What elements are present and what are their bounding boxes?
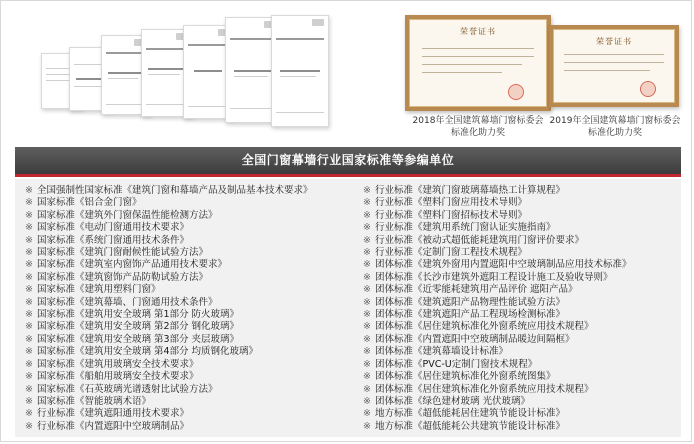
bullet-mark-icon: ※ bbox=[25, 358, 33, 370]
standard-title: 行业标准《建筑门窗玻璃幕墙热工计算规程》 bbox=[374, 185, 565, 196]
standard-title: 团体标准《建筑幕墙设计标准》 bbox=[374, 346, 508, 358]
standard-list-item bbox=[25, 297, 312, 309]
standard-list-item bbox=[25, 421, 312, 433]
standard-list-item bbox=[363, 297, 631, 309]
standard-title: 国家标准《建筑外门窗保温性能检测方法》 bbox=[36, 209, 218, 221]
standard-list-item bbox=[363, 235, 631, 247]
bullet-mark-icon: ※ bbox=[363, 408, 371, 420]
bullet-mark-icon: ※ bbox=[25, 247, 33, 259]
standard-list-item bbox=[25, 235, 312, 247]
bullet-mark-icon: ※ bbox=[363, 309, 371, 321]
bullet-mark-icon: ※ bbox=[25, 309, 33, 321]
standard-list-item bbox=[25, 346, 312, 358]
bullet-mark-icon: ※ bbox=[25, 209, 33, 221]
standard-title: 团体标准《居住建筑标准化外窗系统应用技术规程》 bbox=[374, 321, 594, 333]
bullet-mark-icon: ※ bbox=[363, 395, 371, 407]
standard-title: 团体标准《近零能耗建筑用产品评价 遮阳产品》 bbox=[374, 284, 578, 296]
bullet-mark-icon: ※ bbox=[25, 296, 33, 308]
standard-title: 团体标准《PVC-U定制门窗技术规程》 bbox=[374, 358, 538, 370]
standard-title: 行业标准《塑料门窗应用技术导则》 bbox=[374, 197, 527, 209]
standard-list-item bbox=[25, 309, 312, 321]
standard-title: 团体标准《建筑遮阳产品物理性能试验方法》 bbox=[374, 296, 565, 308]
standard-title: 行业标准《被动式超低能耗建筑用门窗评价要求》 bbox=[374, 234, 584, 246]
bullet-mark-icon: ※ bbox=[25, 333, 33, 345]
standard-title: 团体标准《居住建筑标准化外窗系统应用技术规程》 bbox=[374, 383, 594, 395]
standard-title: 行业标准《定制门窗工程技术规程》 bbox=[374, 247, 527, 259]
standard-list-item bbox=[363, 247, 631, 259]
standard-title: 地方标准《超低能耗居住建筑节能设计标准》 bbox=[374, 408, 565, 420]
standard-title: 国家标准《建筑用安全玻璃 第1部分 防火玻璃》 bbox=[36, 309, 240, 321]
standard-list-item bbox=[363, 210, 631, 222]
bullet-mark-icon: ※ bbox=[363, 209, 371, 221]
standard-list-item bbox=[363, 272, 631, 284]
standard-title: 行业标准《塑料门窗招标技术导则》 bbox=[374, 209, 527, 221]
standard-title: 全国强制性国家标准《建筑门窗和幕墙产品及制品基本技术要求》 bbox=[36, 185, 313, 196]
standard-list-item bbox=[363, 359, 631, 371]
standard-title: 国家标准《建筑用安全玻璃 第2部分 钢化玻璃》 bbox=[36, 321, 240, 333]
standard-list-item bbox=[363, 334, 631, 346]
bullet-mark-icon: ※ bbox=[363, 333, 371, 345]
standard-list-item bbox=[25, 222, 312, 234]
standard-list-item bbox=[363, 408, 631, 420]
bullet-mark-icon: ※ bbox=[25, 284, 33, 296]
standard-title: 国家标准《石英玻璃光谱透射比试验方法》 bbox=[36, 383, 218, 395]
bullet-mark-icon: ※ bbox=[363, 271, 371, 283]
bullet-mark-icon: ※ bbox=[363, 197, 371, 209]
banner-accent-line bbox=[15, 174, 681, 177]
bullet-mark-icon: ※ bbox=[25, 371, 33, 383]
standard-title: 团体标准《建筑外窗用内置遮阳中空玻璃制品应用技术标准》 bbox=[374, 259, 632, 271]
standard-list-item bbox=[25, 334, 312, 346]
standard-list-item bbox=[25, 259, 312, 271]
standard-list-item bbox=[363, 185, 631, 197]
standards-list-panel bbox=[15, 179, 681, 437]
standard-title: 行业标准《建筑用系统门窗认证实施指南》 bbox=[374, 222, 556, 234]
standard-title: 国家标准《建筑室内窗饰产品通用技术要求》 bbox=[36, 259, 227, 271]
bullet-mark-icon: ※ bbox=[25, 271, 33, 283]
bullet-mark-icon: ※ bbox=[363, 383, 371, 395]
standard-title: 国家标准《电动门窗通用技术要求》 bbox=[36, 222, 189, 234]
bullet-mark-icon: ※ bbox=[25, 346, 33, 358]
standard-title: 行业标准《建筑遮阳通用技术要求》 bbox=[36, 408, 189, 420]
standard-list-item bbox=[25, 384, 312, 396]
seal-icon bbox=[640, 81, 656, 97]
bullet-mark-icon: ※ bbox=[363, 420, 371, 432]
standard-title: 国家标准《船舶用玻璃安全技术要求》 bbox=[36, 371, 199, 383]
standard-title: 地方标准《超低能耗公共建筑节能设计标准》 bbox=[374, 420, 565, 432]
standard-list-item bbox=[25, 210, 312, 222]
standard-title: 国家标准《建筑幕墙、门窗通用技术条件》 bbox=[36, 296, 218, 308]
bullet-mark-icon: ※ bbox=[363, 222, 371, 234]
standards-list-left bbox=[25, 185, 312, 433]
bullet-mark-icon: ※ bbox=[363, 296, 371, 308]
standard-list-item bbox=[25, 371, 312, 383]
certificate-paper bbox=[409, 19, 547, 107]
bullet-mark-icon: ※ bbox=[363, 371, 371, 383]
standard-title: 国家标准《建筑用安全玻璃 第3部分 夹层玻璃》 bbox=[36, 333, 240, 345]
standard-title: 团体标准《居住建筑标准化外窗系统图集》 bbox=[374, 371, 556, 383]
bullet-mark-icon: ※ bbox=[363, 234, 371, 246]
document-thumbnail bbox=[271, 15, 329, 127]
standard-title: 国家标准《建筑用塑料门窗》 bbox=[36, 284, 161, 296]
bullet-mark-icon: ※ bbox=[363, 259, 371, 271]
certificate-2018 bbox=[405, 15, 551, 111]
standard-title: 国家标准《智能玻璃术语》 bbox=[36, 395, 151, 407]
certificate-heading: 荣誉证书 bbox=[596, 37, 632, 46]
standard-list-item bbox=[25, 408, 312, 420]
bullet-mark-icon: ※ bbox=[363, 247, 371, 259]
standards-documents-image bbox=[41, 15, 371, 135]
standard-list-item bbox=[25, 321, 312, 333]
bullet-mark-icon: ※ bbox=[25, 395, 33, 407]
certificate-2019-caption: 2019年全国建筑幕墙门窗标委会 标准化助力奖 bbox=[549, 116, 681, 138]
standard-list-item bbox=[25, 197, 312, 209]
certificate-paper bbox=[553, 29, 675, 103]
bullet-mark-icon: ※ bbox=[363, 346, 371, 358]
standard-title: 国家标准《系统门窗通用技术条件》 bbox=[36, 234, 189, 246]
standard-title: 国家标准《建筑用安全玻璃 第4部分 均质钢化玻璃》 bbox=[36, 346, 259, 358]
bullet-mark-icon: ※ bbox=[25, 197, 33, 209]
standard-title: 行业标准《内置遮阳中空玻璃制品》 bbox=[36, 420, 189, 432]
bullet-mark-icon: ※ bbox=[25, 222, 33, 234]
standard-title: 团体标准《绿色建材玻璃 光伏玻璃》 bbox=[374, 395, 530, 407]
bullet-mark-icon: ※ bbox=[363, 185, 371, 196]
standard-list-item bbox=[25, 185, 312, 197]
standard-list-item bbox=[363, 284, 631, 296]
standard-list-item bbox=[25, 396, 312, 408]
standard-list-item bbox=[363, 421, 631, 433]
bullet-mark-icon: ※ bbox=[25, 408, 33, 420]
bullet-mark-icon: ※ bbox=[25, 234, 33, 246]
bullet-mark-icon: ※ bbox=[363, 358, 371, 370]
certificate-2019 bbox=[549, 25, 679, 107]
bullet-mark-icon: ※ bbox=[25, 383, 33, 395]
standard-title: 团体标准《内置遮阳中空玻璃制品暖边间隔框》 bbox=[374, 333, 575, 345]
certificate-heading: 荣誉证书 bbox=[460, 27, 496, 36]
standards-list-right bbox=[363, 185, 631, 433]
standard-list-item bbox=[363, 222, 631, 234]
standard-list-item bbox=[363, 346, 631, 358]
standard-list-item bbox=[363, 371, 631, 383]
standard-title: 国家标准《铝合金门窗》 bbox=[36, 197, 142, 209]
standard-title: 团体标准《建筑遮阳产品工程现场检测标准》 bbox=[374, 309, 565, 321]
bullet-mark-icon: ※ bbox=[25, 259, 33, 271]
standard-list-item bbox=[363, 309, 631, 321]
standard-list-item bbox=[25, 272, 312, 284]
standard-title: 国家标准《建筑用玻璃安全技术要求》 bbox=[36, 358, 199, 370]
standard-title: 国家标准《建筑门窗耐候性能试验方法》 bbox=[36, 247, 208, 259]
standard-title: 国家标准《建筑窗饰产品防勒试验方法》 bbox=[36, 271, 208, 283]
section-banner: 全国门窗幕墙行业国家标准等参编单位 bbox=[15, 147, 681, 174]
standard-list-item bbox=[25, 359, 312, 371]
certificate-2018-caption: 2018年全国建筑幕墙门窗标委会 标准化助力奖 bbox=[412, 116, 544, 138]
standard-title: 团体标准《长沙市建筑外遮阳工程设计施工及验收导则》 bbox=[374, 271, 613, 283]
standard-list-item bbox=[363, 259, 631, 271]
bullet-mark-icon: ※ bbox=[363, 284, 371, 296]
bullet-mark-icon: ※ bbox=[363, 321, 371, 333]
bullet-mark-icon: ※ bbox=[25, 420, 33, 432]
seal-icon bbox=[508, 84, 524, 100]
bullet-mark-icon: ※ bbox=[25, 321, 33, 333]
standard-list-item bbox=[25, 247, 312, 259]
standard-list-item bbox=[363, 321, 631, 333]
standard-list-item bbox=[25, 284, 312, 296]
standard-list-item bbox=[363, 197, 631, 209]
standard-list-item bbox=[363, 396, 631, 408]
standard-list-item bbox=[363, 384, 631, 396]
bullet-mark-icon: ※ bbox=[25, 185, 33, 196]
